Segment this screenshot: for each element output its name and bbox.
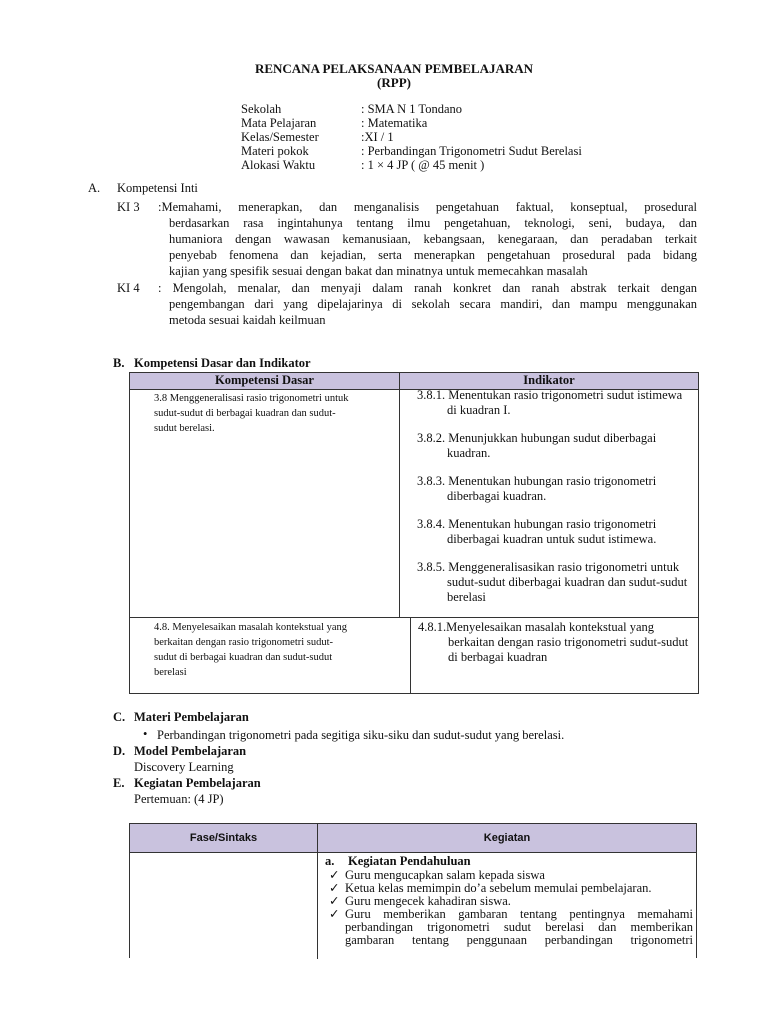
column-header-kegiatan: Kegiatan: [483, 832, 531, 844]
kd-line: 3.8 Menggeneralisasi rasio trigonometri untuk: [154, 393, 349, 404]
identity-row: [241, 130, 681, 144]
ki4-code: KI 4: [117, 281, 140, 295]
indikator-item: 3.8.5. Menggeneralisasikan rasio trigonometri untuk sudut-sudut diberbagai kuadran dan sudut-sudut berelasi: [417, 560, 688, 604]
pertemuan-label: Pertemuan: (4 JP): [134, 792, 224, 806]
indikator-item: 3.8.3. Menentukan hubungan rasio trigonometri diberbagai kuadran.: [417, 474, 657, 503]
checkmark-icon: ✓: [329, 894, 340, 908]
checkmark-icon: ✓: [329, 881, 340, 895]
kd-cell: [130, 390, 400, 618]
column-header-indikator: Indikator: [400, 373, 699, 390]
ki3-line: kajian yang spesifik sesuai dengan bakat dan minatnya untuk memecahkan masalah: [169, 264, 588, 278]
ki3-text: [158, 199, 697, 279]
identity-row: [241, 102, 681, 116]
identity-row: [241, 116, 681, 130]
identity-row: [241, 144, 681, 158]
identity-label: Mata Pelajaran: [241, 116, 317, 130]
section-e-letter: E.: [113, 776, 125, 790]
document-title: RENCANA PELAKSANAAN PEMBELAJARAN: [254, 61, 534, 76]
identity-value: : SMA N 1 Tondano: [361, 102, 462, 116]
indikator-item: 3.8.1. Menentukan rasio trigonometri sudut istimewa di kuadran I.: [417, 388, 683, 417]
ki3-code: KI 3: [117, 200, 140, 214]
ki4-line: metoda sesuai kaidah keilmuan: [169, 313, 326, 327]
identity-row: [241, 158, 681, 172]
kd-row-2: [129, 617, 699, 694]
section-b-letter: B.: [113, 356, 125, 370]
column-header-fase: Fase/Sintaks: [189, 832, 258, 844]
list-item-text: Ketua kelas memimpin do’a sebelum memulai pembelajaran.: [345, 881, 652, 895]
ki4-line: : Mengolah, menalar, dan menyaji dalam ranah konkret dan ranah abstrak terkait dengan: [158, 281, 697, 295]
checkmark-icon: ✓: [329, 868, 340, 882]
ki4-text: [158, 280, 697, 328]
list-item-text: [345, 908, 693, 947]
section-e-heading: Kegiatan Pembelajaran: [134, 776, 261, 790]
identity-value: :XI / 1: [361, 130, 394, 144]
list-item-line: perbandingan trigonometri sudut berelasi dan memberikan: [345, 920, 693, 934]
kd-line: berkaitan dengan rasio trigonometri sudut-: [154, 637, 334, 648]
sub-heading: Kegiatan Pendahuluan: [348, 854, 471, 868]
ki3-line: :Memahami, menerapkan, dan menganalisis pengetahuan faktual, konseptual, prosedural: [158, 200, 697, 214]
identity-value: : Matematika: [361, 116, 428, 130]
identity-label: Materi pokok: [241, 144, 309, 158]
bullet-icon: •: [143, 727, 148, 741]
ki4-line: pengembangan dari yang dipelajarinya di sekolah secara mandiri, dan mampu menggunakan: [169, 297, 697, 311]
section-c-heading: Materi Pembelajaran: [134, 710, 249, 724]
sub-heading-row: [325, 854, 693, 869]
indikator-cell: [418, 620, 690, 678]
section-c-letter: C.: [113, 710, 126, 724]
section-d-letter: D.: [113, 744, 126, 758]
indikator-item: 3.8.4. Menentukan hubungan rasio trigonometri diberbagai kuadran untuk sudut istimewa.: [417, 517, 657, 546]
kegiatan-table: [129, 823, 697, 958]
indikator-item: 4.8.1.Menyelesaikan masalah kontekstual yang berkaitan dengan rasio trigonometri sudut-sudut di berbagai kuadran: [418, 620, 689, 664]
ki3-line: berdasarkan rasa ingintahunya tentang ilmu pengetahuan, teknologi, seni, budaya, dan: [169, 216, 697, 230]
section-a-heading: Kompetensi Inti: [117, 181, 198, 195]
document-subtitle: (RPP): [377, 75, 411, 90]
indikator-item: 3.8.2. Menunjukkan hubungan sudut diberbagai kuadran.: [417, 431, 657, 460]
kd-line: sudut di berbagai kuadran dan sudut-sudut: [154, 652, 333, 663]
list-item-line: Guru memberikan gambaran tentang pentingnya memahami: [345, 907, 693, 921]
column-header-kd: Kompetensi Dasar: [130, 373, 400, 390]
identity-value: : Perbandingan Trigonometri Sudut Berelasi: [361, 144, 582, 158]
sub-letter: a.: [325, 854, 335, 868]
table-header-row: [130, 373, 699, 390]
identity-label: Sekolah: [241, 102, 282, 116]
kd-line: sudut-sudut di berbagai kuadran dan sudut-: [154, 408, 336, 419]
section-d-heading: Model Pembelajaran: [134, 744, 247, 758]
section-b-heading: Kompetensi Dasar dan Indikator: [134, 356, 311, 370]
identity-label: Kelas/Semester: [241, 130, 319, 144]
kd-line: sudut berelasi.: [154, 423, 215, 434]
ki3-line: humaniora dengan wawasan kemanusiaan, kebangsaan, kenegaraan, dan peradaban terkait: [169, 232, 697, 246]
kegiatan-content: [325, 854, 693, 947]
kd-line: 4.8. Menyelesaikan masalah kontekstual yang: [154, 622, 348, 633]
kd-line: berelasi: [154, 667, 187, 678]
list-item-line: gambaran tentang penggunaan perbandingan trigonometri: [345, 933, 693, 947]
identity-label: Alokasi Waktu: [241, 158, 316, 172]
model-value: Discovery Learning: [134, 760, 234, 774]
list-item-text: Guru mengucapkan salam kepada siswa: [345, 868, 545, 882]
materi-bullet: Perbandingan trigonometri pada segitiga siku-siku dan sudut-sudut yang berelasi.: [157, 728, 565, 742]
checkmark-icon: ✓: [329, 907, 340, 921]
identity-block: [241, 102, 681, 172]
section-a-letter: A.: [88, 181, 101, 195]
indikator-list: [417, 388, 689, 618]
list-item-text: Guru mengecek kahadiran siswa.: [345, 894, 511, 908]
list-item: [325, 908, 693, 947]
kd-cell: [130, 620, 410, 680]
ki3-line: penyebab fenomena dan kejadian, serta menerapkan pengetahuan prosedural pada bidang: [169, 248, 697, 262]
identity-value: : 1 × 4 JP ( @ 45 menit ): [361, 158, 485, 172]
